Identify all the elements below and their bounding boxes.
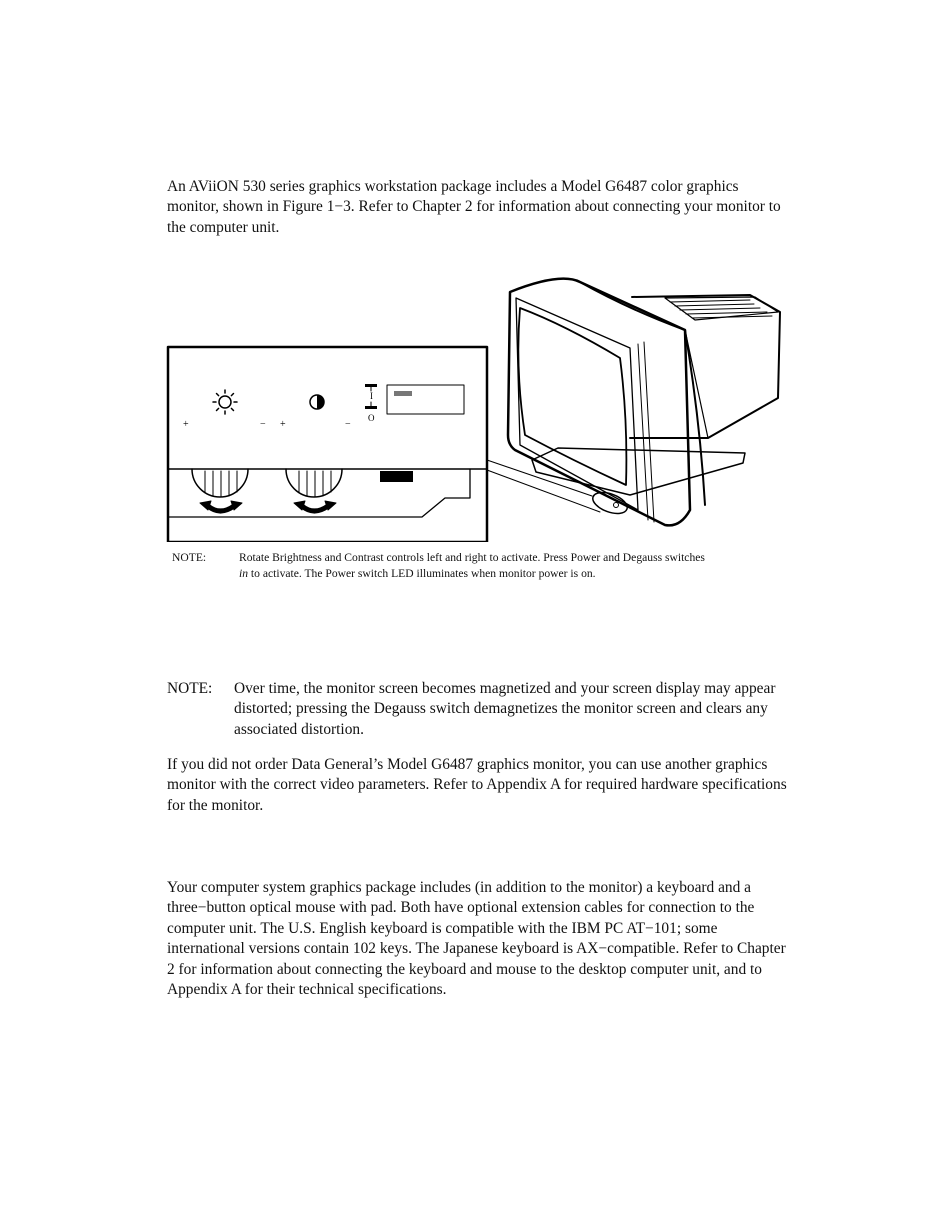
control-panel-detail (168, 347, 487, 542)
half-circle-icon (310, 395, 324, 409)
contrast-minus-label: − (345, 419, 351, 430)
monitor-illustration (508, 279, 780, 526)
figure-note-text: Rotate Brightness and Contrast controls left and right to activate. Press Power and Degauss switches in to activate. The Power switch LED illuminates when monitor power is on. (239, 551, 705, 580)
power-off-label: O (368, 413, 375, 423)
sun-icon (213, 390, 237, 414)
figure-note-label: NOTE: (172, 551, 207, 564)
contrast-knob (286, 469, 342, 497)
brightness-plus-label: + (183, 419, 189, 430)
figure-note (172, 550, 712, 582)
rotate-arrow-icon (294, 501, 336, 511)
note-label: NOTE: (167, 680, 213, 697)
contrast-plus-label: + (280, 419, 286, 430)
note-text: Over time, the monitor screen becomes magnetized and your screen display may appear distorted; pressing the Degauss switch demagnetizes the monitor screen and clears any associated distortion. (234, 680, 776, 738)
rotate-arrow-icon (200, 501, 242, 511)
other-monitor-paragraph: If you did not order Data General’s Model G6487 graphics monitor, you can use another graphics monitor with the correct video parameters. Refer to Appendix A for required hardware specifications for the monitor. (167, 756, 787, 814)
intro-paragraph: An AViiON 530 series graphics workstation package includes a Model G6487 color graphics monitor, shown in Figure 1−3. Refer to Chapter 2 for information about connecting your monitor to the computer unit. (167, 178, 781, 236)
monitor-figure (160, 270, 790, 542)
led-window (387, 385, 464, 414)
power-on-label: I (370, 391, 373, 401)
brightness-minus-label: − (260, 419, 266, 430)
keyboard-paragraph: Your computer system graphics package includes (in addition to the monitor) a keyboard and a three−button optical mouse with pad. Both have optional extension cables for connection to the computer unit. The U.S. English keyboard is compatible with the IBM PC AT−101; some international versions contain 102 keys. The Japanese keyboard is AX−compatible. Refer to Chapter 2 for information about connecting the keyboard and mouse to the desktop computer unit, and to Appendix A for their technical specifications. (167, 879, 786, 999)
degauss-note (167, 679, 787, 740)
power-button (380, 471, 413, 482)
brightness-knob (192, 469, 248, 497)
